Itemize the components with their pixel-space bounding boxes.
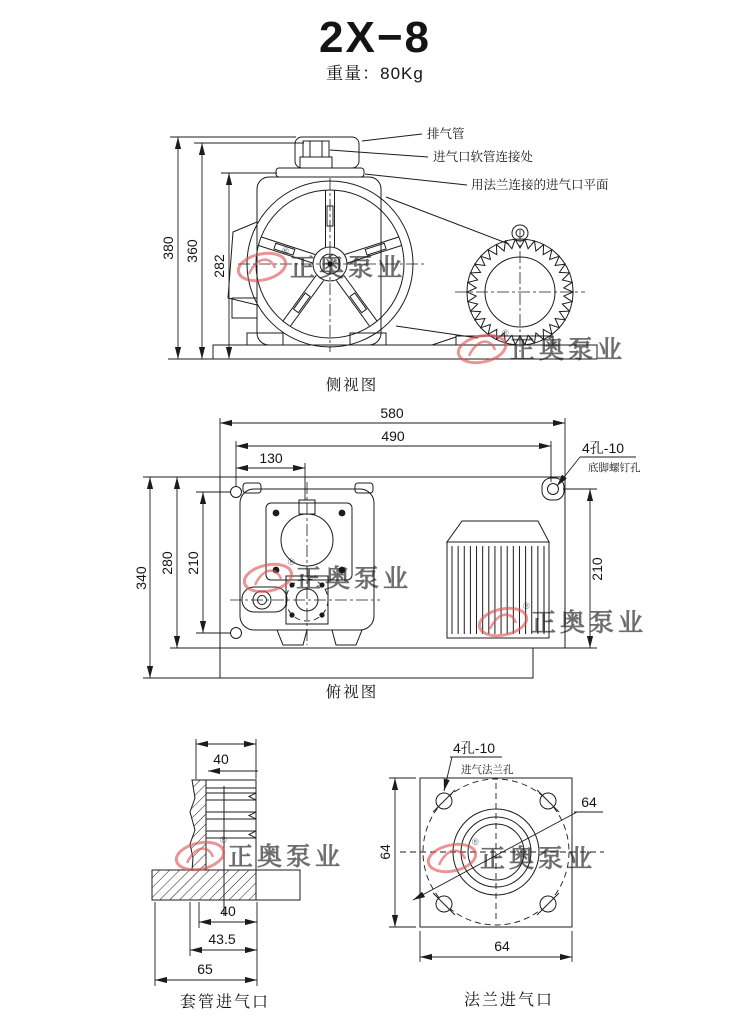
sleeve-wall-section [190, 780, 206, 870]
watermark-text: 正奥泵业 [531, 609, 648, 637]
dim-65: 65 [197, 961, 213, 977]
dim-130: 130 [259, 450, 283, 466]
svg-text:®: ® [523, 601, 530, 611]
dim-bottom-64: 64 [494, 938, 510, 954]
callout-exhaust: 排气管 [427, 127, 465, 141]
sleeve-caption: 套管进气口 [179, 994, 271, 1011]
watermark-logo [426, 837, 596, 876]
svg-text:®: ® [282, 246, 289, 256]
dim-490: 490 [381, 428, 405, 444]
callout-foot-holes-sub: 底脚螺钉孔 [588, 462, 641, 474]
inlet-hose-stub [303, 141, 329, 157]
callout-flange-holes-sub: 进气法兰孔 [461, 764, 514, 776]
exhaust-box [295, 137, 359, 168]
pump-foot-left [247, 333, 283, 345]
sleeve-detail [152, 739, 300, 1011]
top-view-caption: 俯视图 [325, 684, 379, 701]
sleeve-base-section [152, 870, 256, 900]
weight-label: 重量：80Kg [326, 64, 424, 83]
callout-hose: 进气口软管连接处 [433, 150, 534, 164]
watermark-text: 正奥泵业 [480, 845, 597, 873]
watermark-logo [477, 601, 647, 640]
svg-text:®: ® [472, 837, 479, 847]
watermark-text: 正奥泵业 [290, 254, 407, 282]
flange-caption: 法兰进气口 [463, 992, 555, 1009]
left-bracket-block [232, 298, 257, 318]
dim-210-right: 210 [589, 557, 605, 581]
inlet-flange-plate [276, 168, 364, 177]
watermark-logo [242, 557, 412, 596]
dim-360: 360 [184, 239, 200, 263]
base-plate-step [220, 648, 533, 678]
foot-hole-top-right [548, 484, 559, 495]
foot-hole-bottom-left [231, 628, 242, 639]
belt-upper [386, 197, 509, 244]
callout-foot-holes: 4孔-10 [582, 440, 625, 456]
flange-detail [377, 740, 604, 1009]
watermark-text: 正奥泵业 [296, 565, 413, 593]
watermark-text: 正奥泵业 [510, 336, 627, 364]
dim-43-5: 43.5 [208, 931, 236, 947]
body-foot-left [277, 630, 307, 645]
top-view [133, 405, 641, 701]
page-title: 2X−8 [319, 13, 431, 62]
svg-text:®: ® [502, 328, 509, 338]
dim-left-64: 64 [377, 844, 393, 860]
header [319, 13, 431, 83]
watermark-logo [456, 328, 626, 367]
foot-hole-top-left [231, 487, 242, 498]
dim-280: 280 [159, 551, 175, 575]
body-foot-right [332, 630, 362, 645]
svg-text:®: ® [288, 557, 295, 567]
watermark-text: 正奥泵业 [228, 843, 345, 871]
inlet-flange-step [300, 157, 332, 168]
dim-580: 580 [380, 405, 404, 421]
dim-340: 340 [133, 566, 149, 590]
callout-flange-plane: 用法兰连接的进气口平面 [471, 178, 609, 192]
dim-380: 380 [160, 236, 176, 260]
side-view-caption: 侧视图 [325, 377, 379, 394]
callout-flange-holes: 4孔-10 [453, 740, 496, 756]
dim-282: 282 [211, 254, 227, 278]
watermarks [174, 246, 647, 876]
svg-text:®: ® [220, 835, 227, 845]
dim-210-left: 210 [185, 551, 201, 575]
dim-bottom-40: 40 [220, 903, 236, 919]
dim-top-40: 40 [213, 751, 229, 767]
dim-bolt-64: 64 [581, 794, 597, 810]
